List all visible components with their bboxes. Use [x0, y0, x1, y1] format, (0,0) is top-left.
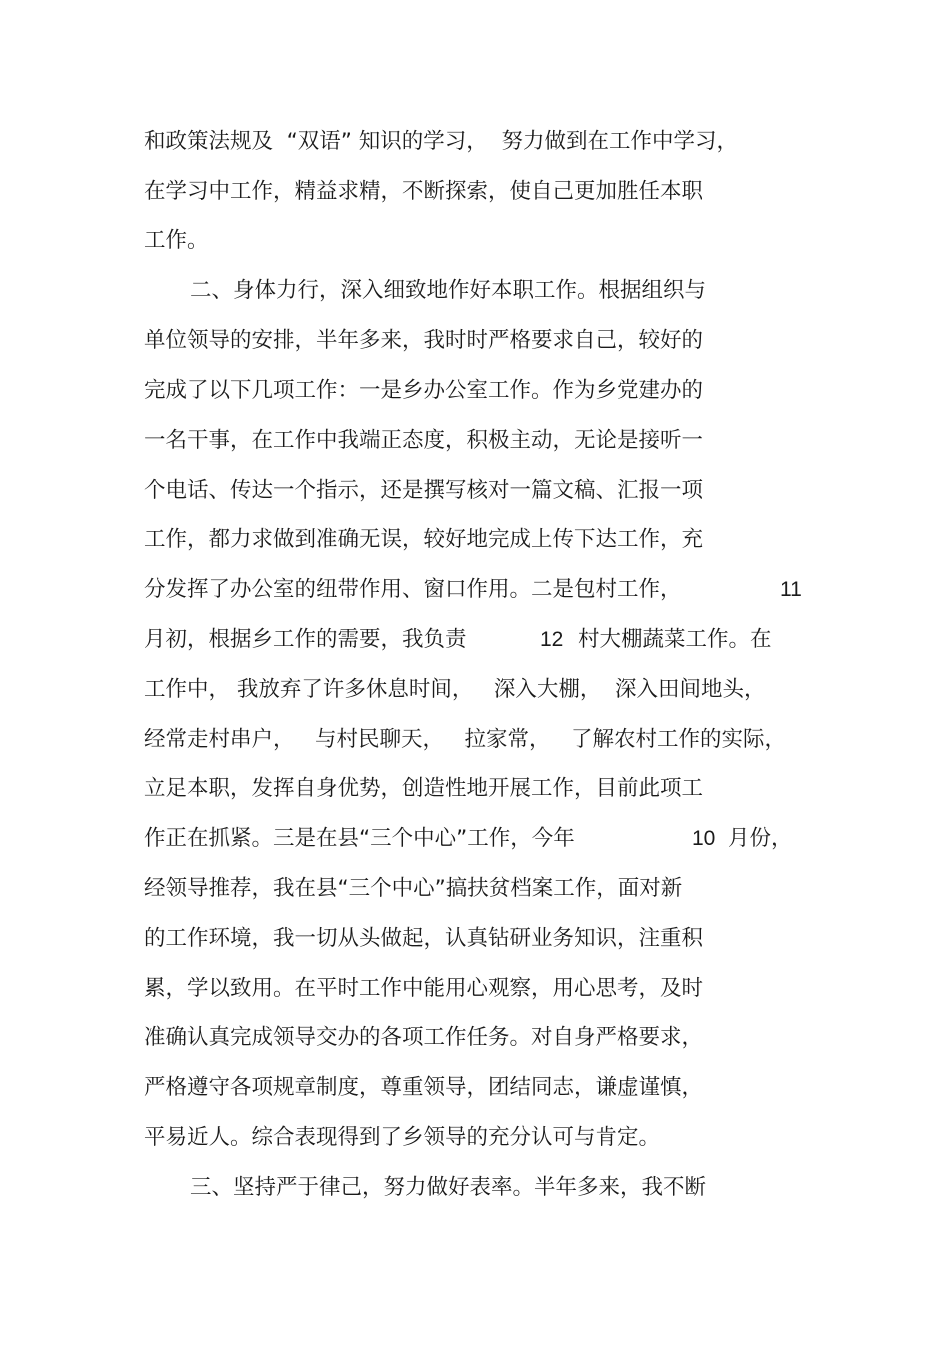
text-line: 准确认真完成领导交办的各项工作任务。对自身严格要求， [144, 1025, 704, 1050]
paragraph-start-line: 三、坚持严于律己，努力做好表率。半年多来，我不断 [190, 1175, 707, 1200]
text-line: 个电话、传达一个指示，还是撰写核对一篇文稿、汇报一项 [144, 478, 704, 503]
text-line: 工作，都力求做到准确无误，较好地完成上传下达工作，充 [144, 527, 704, 552]
text-line: 立足本职，发挥自身优势，创造性地开展工作，目前此项工 [144, 776, 704, 801]
text-line: 单位领导的安排，半年多来，我时时严格要求自己，较好的 [144, 328, 704, 353]
text-line: 分发挥了办公室的纽带作用、窗口作用。二是包村工作， [144, 577, 682, 602]
number-fragment: 10 [692, 827, 716, 850]
number-fragment: 12 [540, 628, 564, 651]
text-line: 经常走村串户， 与村民聊天， 拉家常， 了解农村工作的实际， [144, 727, 787, 752]
text-line: 在学习中工作，精益求精，不断探索，使自己更加胜任本职 [144, 179, 704, 204]
text-line-fragment: 村大棚蔬菜工作。在 [578, 627, 772, 652]
text-line: 一名干事，在工作中我端正态度，积极主动，无论是接听一 [144, 428, 704, 453]
text-line: 工作。 [144, 228, 209, 253]
text-line: 作正在抓紧。三是在县“三个中心”工作，今年 [144, 826, 575, 851]
paragraph-start-line: 二、身体力行，深入细致地作好本职工作。根据组织与 [190, 278, 707, 303]
text-line: 严格遵守各项规章制度，尊重领导，团结同志，谦虚谨慎， [144, 1075, 704, 1100]
text-line: 累，学以致用。在平时工作中能用心观察，用心思考，及时 [144, 976, 704, 1001]
text-line: 月初，根据乡工作的需要，我负责 [144, 627, 467, 652]
text-line: 和政策法规及 “双语” 知识的学习， 努力做到在工作中学习， [144, 129, 738, 154]
text-line: 平易近人。综合表现得到了乡领导的充分认可与肯定。 [144, 1125, 661, 1150]
text-line-fragment: 月份， [728, 826, 793, 851]
text-line: 完成了以下几项工作：一是乡办公室工作。作为乡党建办的 [144, 378, 704, 403]
number-fragment: 11 [780, 578, 802, 601]
text-line: 经领导推荐，我在县“三个中心”搞扶贫档案工作，面对新 [144, 876, 683, 901]
text-line: 的工作环境，我一切从头做起，认真钻研业务知识，注重积 [144, 926, 704, 951]
text-line: 工作中， 我放弃了许多休息时间， 深入大棚， 深入田间地头， [144, 677, 766, 702]
